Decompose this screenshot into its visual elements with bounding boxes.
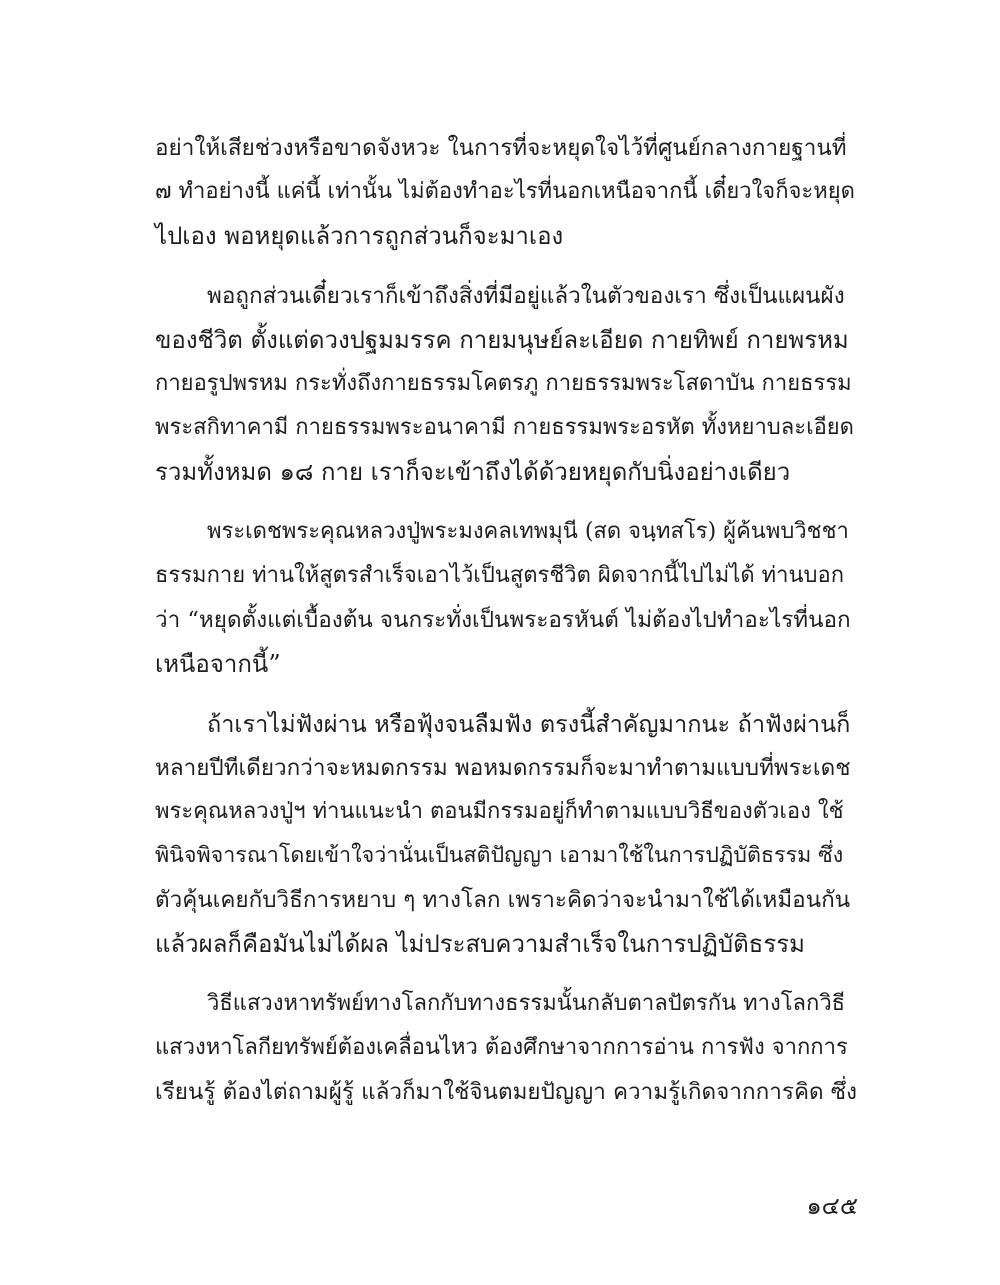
- text-line: พระเดชพระคุณหลวงปู่พระมงคลเทพมุนี (สด จนฺทสโร) ผู้ค้นพบวิชชา: [207, 519, 849, 544]
- text-line: ถ้าเราไม่ฟังผ่าน หรือฟุ้งจนลืมฟัง ตรงนี้สำคัญมากนะ ถ้าฟังผ่านก็: [207, 710, 851, 738]
- text-line: เหนือจากนี้”: [155, 650, 281, 678]
- text-line: รวมทั้งหมด ๑๘ กาย เราก็จะเข้าถึงได้ด้วยหยุดกับนิ่งอย่างเดียว: [155, 458, 791, 486]
- text-line: ตัวคุ้นเคยกับวิธีการหยาบ ๆ ทางโลก เพราะคิดว่าจะนำมาใช้ได้เหมือนกัน: [155, 887, 851, 913]
- text-line: พระสกิทาคามี กายธรรมพระอนาคามี กายธรรมพระอรหัต ทั้งหยาบละเอียด: [155, 415, 854, 440]
- text-line: ธรรมกาย ท่านให้สูตรสำเร็จเอาไว้เป็นสูตรชีวิต ผิดจากนี้ไปไม่ได้ ท่านบอก: [155, 563, 845, 588]
- text-line: แสวงหาโลกียทรัพย์ต้องเคลื่อนไหว ต้องศึกษาจากการอ่าน การฟัง จากการ: [155, 1035, 848, 1060]
- text-line: พินิจพิจารณาโดยเข้าใจว่านั่นเป็นสติปัญญา เอามาใช้ในการปฏิบัติธรรม ซึ่ง: [155, 843, 844, 868]
- paragraph-3: [155, 510, 858, 686]
- text-line: อย่าให้เสียช่วงหรือขาดจังหวะ ในการที่จะหยุดใจไว้ที่ศูนย์กลางกายฐานที่: [155, 135, 847, 161]
- paragraph-4: [155, 702, 858, 966]
- text-line: ไปเอง พอหยุดแล้วการถูกส่วนก็จะมาเอง: [155, 222, 564, 250]
- text-line: พอถูกส่วนเดี๋ยวเราก็เข้าถึงสิ่งที่มีอยู่แล้วในตัวของเรา ซึ่งเป็นแผนผัง: [207, 283, 845, 309]
- text-line: หลายปีทีเดียวกว่าจะหมดกรรม พอหมดกรรมก็จะมาทำตามแบบที่พระเดช: [155, 755, 851, 781]
- text-line: ว่า “หยุดตั้งแต่เบื้องต้น จนกระทั่งเป็นพระอรหันต์ ไม่ต้องไปทำอะไรที่นอก: [155, 607, 851, 633]
- text-line: ๗ ทำอย่างนี้ แค่นี้ เท่านั้น ไม่ต้องทำอะไรที่นอกเหนือจากนี้ เดี๋ยวใจก็จะหยุด: [155, 179, 855, 204]
- paragraph-5: [155, 982, 858, 1114]
- paragraph-2: [155, 274, 858, 494]
- text-line: วิธีแสวงหาทรัพย์ทางโลกกับทางธรรมนั้นกลับตาลปัตรกัน ทางโลกวิธี: [207, 991, 846, 1016]
- text-line: ของชีวิต ตั้งแต่ดวงปฐมมรรค กายมนุษย์ละเอียด กายทิพย์ กายพรหม: [155, 326, 849, 354]
- body-text: [155, 126, 858, 1130]
- paragraph-1: [155, 126, 858, 258]
- text-line: เรียนรู้ ต้องไต่ถามผู้รู้ แล้วก็มาใช้จินตมยปัญญา ความรู้เกิดจากการคิด ซึ่ง: [155, 1079, 858, 1105]
- text-line: กายอรูปพรหม กระทั่งถึงกายธรรมโคตรภู กายธรรมพระโสดาบัน กายธรรม: [155, 371, 852, 396]
- page-number: ๑๔๕: [806, 1192, 858, 1220]
- text-line: แล้วผลก็คือมันไม่ได้ผล ไม่ประสบความสำเร็จในการปฏิบัติธรรม: [155, 930, 805, 958]
- text-line: พระคุณหลวงปู่ฯ ท่านแนะนำ ตอนมีกรรมอยู่ก็ทำตามแบบวิธีของตัวเอง ใช้: [155, 799, 844, 824]
